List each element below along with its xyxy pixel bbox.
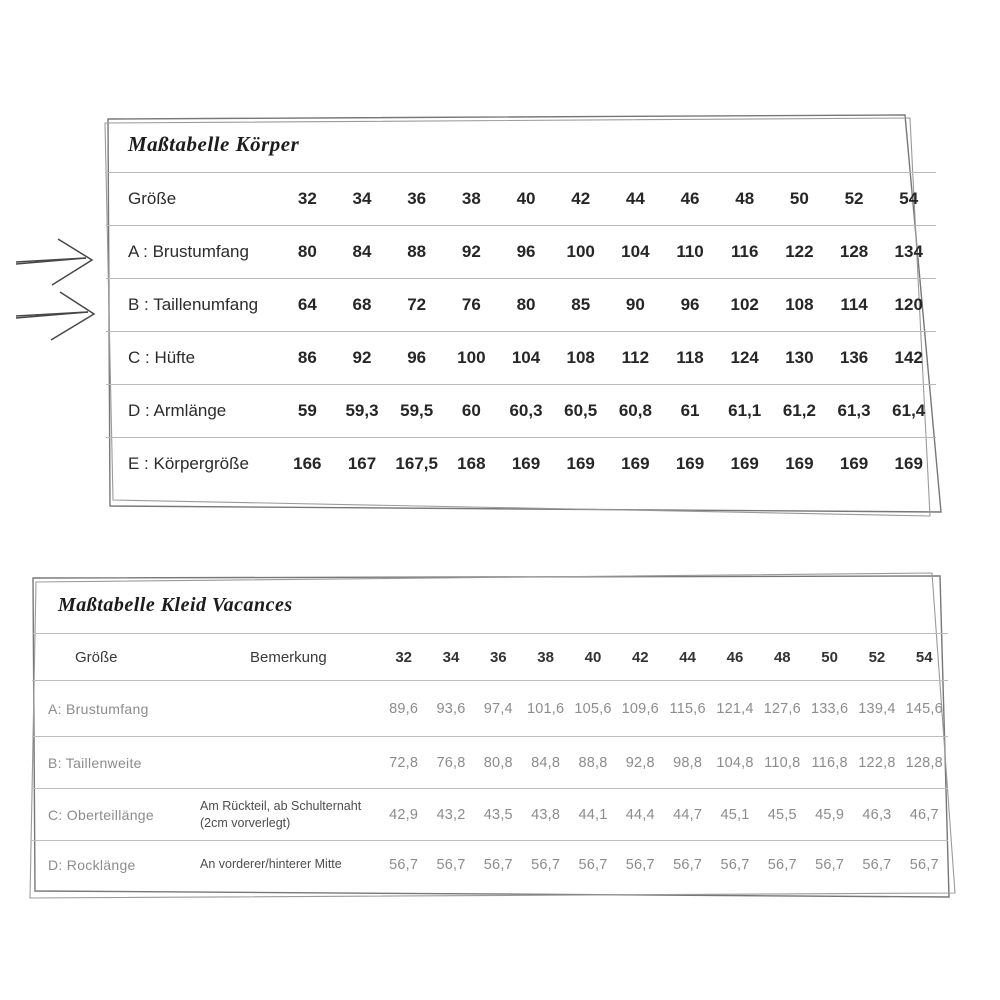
row-values	[380, 681, 948, 736]
value-cell: 169	[511, 454, 541, 473]
value-cell: 145,6	[905, 700, 943, 717]
value-cell: 169	[894, 454, 923, 473]
size-header-cell: 34	[442, 648, 460, 666]
value-cell: 108	[566, 348, 595, 367]
table-row-body-height	[106, 437, 936, 490]
value-cell: 169	[621, 454, 650, 473]
value-cell: 130	[785, 348, 814, 367]
size-header-cell: 48	[773, 648, 791, 666]
value-cell: 102	[730, 295, 759, 314]
table-row-waist	[106, 278, 936, 331]
size-header-cell: 52	[844, 189, 864, 208]
value-cell: 122,8	[858, 754, 896, 771]
table-row-arm-length	[106, 384, 936, 437]
size-header-cell: 44	[679, 648, 696, 666]
size-header-cell: 34	[352, 189, 372, 208]
value-cell: 169	[839, 454, 869, 473]
value-cell: 90	[625, 295, 645, 314]
row-values	[280, 279, 936, 331]
value-cell: 43,8	[531, 806, 561, 823]
size-header-cell: 44	[625, 189, 645, 208]
size-header-cell: 54	[899, 189, 919, 208]
value-cell: 89,6	[389, 700, 419, 717]
row-label: C : Hüfte	[128, 348, 196, 367]
value-cell: 56,7	[673, 856, 703, 873]
value-cell: 100	[457, 348, 486, 367]
size-header-cell: 42	[631, 648, 649, 666]
value-cell: 56,7	[720, 856, 750, 873]
value-cell: 104	[511, 348, 541, 367]
value-cell: 118	[676, 348, 704, 367]
table-row-chest	[32, 680, 948, 736]
value-cell: 84	[352, 242, 372, 261]
hand-drawn-arrows	[10, 228, 110, 348]
size-header-cell: 36	[407, 189, 427, 208]
size-header-cell: 52	[868, 648, 886, 666]
value-cell: 76,8	[436, 754, 466, 771]
row-note: Am Rückteil, ab Schulternaht (2cm vorverlegt)	[200, 799, 362, 830]
value-cell: 60	[461, 401, 481, 420]
value-cell: 100	[566, 242, 595, 261]
table-row-skirt-length	[32, 840, 948, 888]
value-cell: 169	[785, 454, 814, 473]
value-cell: 59,5	[400, 401, 434, 420]
row-label: C: Oberteillänge	[48, 806, 154, 823]
value-cell: 93,6	[436, 700, 466, 717]
value-cell: 96	[516, 242, 536, 261]
value-cell: 98,8	[673, 754, 703, 771]
value-cell: 96	[407, 348, 427, 367]
value-cell: 45,9	[815, 806, 845, 823]
value-cell: 133,6	[810, 700, 849, 717]
value-cell: 92	[352, 348, 372, 367]
size-header-cell: 48	[735, 189, 755, 208]
value-cell: 45,5	[767, 806, 797, 823]
value-cell: 56,7	[531, 856, 561, 873]
size-header-values	[280, 173, 936, 225]
value-cell: 142	[894, 348, 923, 367]
value-cell: 112	[621, 348, 650, 367]
value-cell: 61,3	[837, 401, 871, 420]
value-cell: 59,3	[345, 401, 379, 420]
value-cell: 121,4	[716, 700, 754, 717]
value-cell: 128	[839, 242, 869, 261]
row-values	[280, 226, 936, 278]
value-cell: 59	[297, 401, 317, 420]
value-cell: 127,6	[763, 700, 801, 717]
size-header-label: Größe	[75, 648, 118, 666]
size-header-cell: 50	[789, 189, 809, 208]
dress-measurement-table	[32, 578, 948, 888]
value-cell: 56,7	[436, 856, 466, 873]
value-cell: 169	[566, 454, 595, 473]
size-header-cell: 40	[584, 648, 602, 666]
size-header-cell: 36	[489, 648, 507, 666]
value-cell: 110	[676, 242, 704, 261]
size-header-cell: 32	[297, 189, 317, 208]
row-note: An vorderer/hinterer Mitte	[200, 857, 342, 872]
value-cell: 44,7	[673, 806, 703, 823]
value-cell: 136	[839, 348, 869, 367]
value-cell: 56,7	[389, 856, 419, 873]
value-cell: 46,7	[909, 806, 939, 823]
size-header-cell: 50	[821, 648, 838, 666]
value-cell: 84,8	[531, 754, 561, 771]
row-label: E : Körpergröße	[128, 454, 249, 473]
value-cell: 44,4	[625, 806, 655, 823]
value-cell: 43,5	[483, 806, 513, 823]
row-label: D : Armlänge	[128, 401, 227, 420]
value-cell: 110,8	[764, 754, 801, 771]
value-cell: 97,4	[483, 700, 513, 717]
value-cell: 134	[894, 242, 923, 261]
value-cell: 72	[407, 295, 427, 314]
value-cell: 60,3	[509, 401, 543, 420]
value-cell: 43,2	[436, 806, 466, 823]
value-cell: 120	[894, 295, 923, 314]
body-measurement-table	[106, 117, 936, 503]
value-cell: 104,8	[716, 754, 754, 771]
row-label: A: Brustumfang	[48, 700, 149, 717]
value-cell: 167	[347, 454, 377, 473]
value-cell: 115,6	[669, 700, 706, 717]
value-cell: 105,6	[574, 700, 612, 717]
size-header-cell: 54	[915, 648, 933, 666]
value-cell: 116	[730, 242, 759, 261]
table1-title: Maßtabelle Körper	[128, 132, 300, 156]
row-values	[380, 789, 948, 840]
value-cell: 72,8	[389, 754, 419, 771]
row-label: B: Taillenweite	[48, 754, 142, 771]
value-cell: 92,8	[625, 754, 655, 771]
row-values	[380, 841, 948, 888]
value-cell: 85	[571, 295, 591, 314]
size-header-label: Größe	[128, 189, 177, 208]
value-cell: 76	[461, 295, 481, 314]
size-header-cell: 38	[461, 189, 481, 208]
value-cell: 56,7	[578, 856, 608, 873]
size-header-cell: 40	[516, 189, 536, 208]
note-header-label: Bemerkung	[250, 648, 327, 666]
value-cell: 60,8	[618, 401, 652, 420]
value-cell: 56,7	[909, 856, 939, 873]
value-cell: 108	[785, 295, 814, 314]
size-header-values	[380, 634, 948, 680]
value-cell: 61,1	[728, 401, 762, 420]
value-cell: 92	[461, 242, 481, 261]
value-cell: 167,5	[395, 454, 438, 473]
arrow-right-icon	[16, 239, 92, 285]
value-cell: 169	[675, 454, 705, 473]
table-row-chest	[106, 225, 936, 278]
value-cell: 124	[730, 348, 759, 367]
value-cell: 42,9	[389, 806, 419, 823]
value-cell: 169	[730, 454, 759, 473]
value-cell: 114	[840, 295, 868, 314]
value-cell: 46,3	[862, 806, 892, 823]
size-header-cell: 46	[680, 189, 700, 208]
value-cell: 128,8	[905, 754, 943, 771]
row-label: D: Rocklänge	[48, 856, 136, 873]
value-cell: 56,7	[625, 856, 655, 873]
value-cell: 104	[621, 242, 650, 261]
size-header-cell: 38	[537, 648, 554, 666]
value-cell: 56,7	[483, 856, 513, 873]
value-cell: 122	[785, 242, 814, 261]
size-header-cell: 46	[726, 648, 744, 666]
value-cell: 56,7	[815, 856, 845, 873]
table2-title: Maßtabelle Kleid Vacances	[58, 594, 293, 616]
value-cell: 45,1	[720, 806, 750, 823]
value-cell: 80	[516, 295, 536, 314]
arrow-right-icon	[16, 292, 94, 340]
row-values	[380, 737, 948, 788]
row-values	[280, 385, 936, 437]
value-cell: 139,4	[858, 700, 896, 717]
value-cell: 61,4	[892, 401, 926, 420]
value-cell: 61,2	[782, 401, 816, 420]
value-cell: 109,6	[621, 700, 659, 717]
size-header-cell: 32	[395, 648, 412, 666]
value-cell: 68	[352, 295, 372, 314]
size-header-cell: 42	[571, 189, 591, 208]
value-cell: 60,5	[564, 401, 598, 420]
table-row-hip	[106, 331, 936, 384]
value-cell: 61	[680, 401, 700, 420]
table-row-bodice-length	[32, 788, 948, 840]
table-row-waist	[32, 736, 948, 788]
table1-header-row	[106, 172, 936, 225]
row-values	[280, 438, 936, 490]
value-cell: 80	[297, 242, 317, 261]
value-cell: 166	[293, 454, 322, 473]
value-cell: 116,8	[811, 754, 848, 771]
value-cell: 88,8	[578, 754, 608, 771]
value-cell: 44,1	[578, 806, 608, 823]
row-label: A : Brustumfang	[128, 242, 249, 261]
value-cell: 101,6	[527, 700, 565, 717]
value-cell: 64	[297, 295, 317, 314]
table2-header-row	[32, 633, 948, 680]
value-cell: 56,7	[767, 856, 797, 873]
value-cell: 88	[407, 242, 427, 261]
value-cell: 96	[680, 295, 700, 314]
row-label: B : Taillenumfang	[128, 295, 259, 314]
row-values	[280, 332, 936, 384]
value-cell: 56,7	[862, 856, 892, 873]
value-cell: 80,8	[483, 754, 513, 771]
value-cell: 86	[297, 348, 317, 367]
value-cell: 168	[457, 454, 486, 473]
